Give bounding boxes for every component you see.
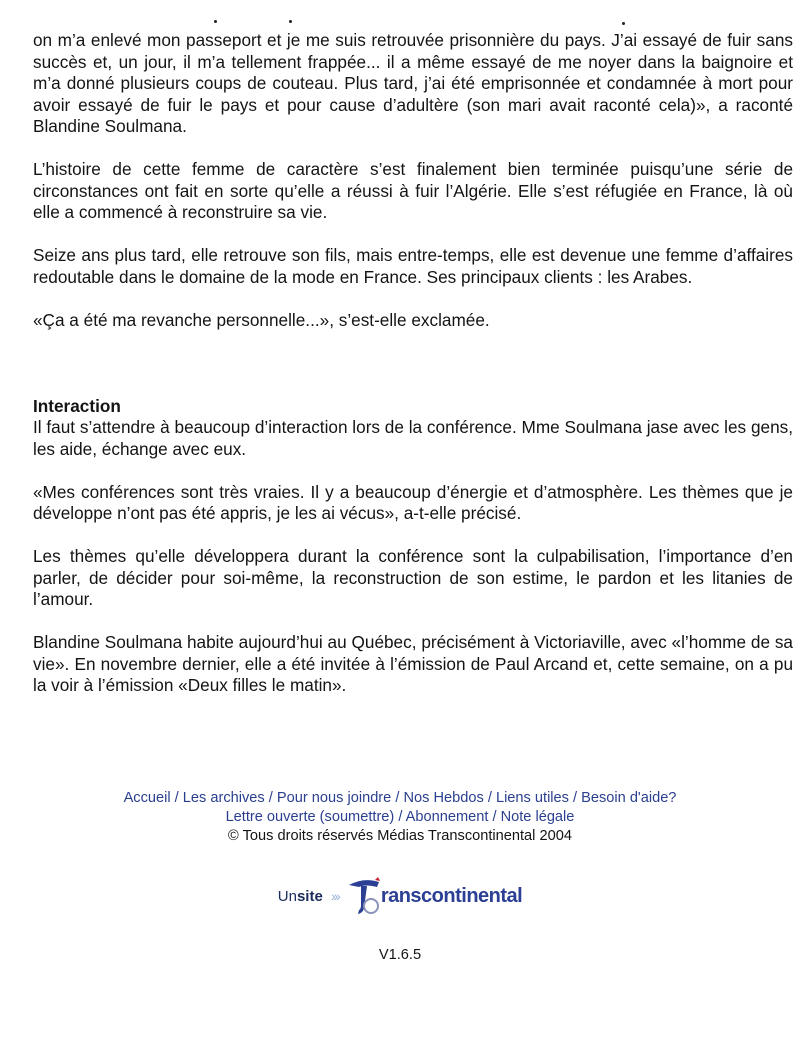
article-body — [33, 30, 793, 718]
copyright-notice: © Tous droits réservés Médias Transcontinental 2004 — [228, 828, 572, 844]
footer-link-accueil[interactable]: Accueil — [123, 790, 171, 806]
separator: / — [394, 809, 406, 825]
section-gap — [33, 353, 793, 396]
separator: / — [264, 790, 277, 806]
transcontinental-logo[interactable] — [270, 872, 530, 920]
separator: / — [170, 790, 183, 806]
version-label: V1.6.5 — [378, 947, 422, 963]
logo-prefix — [278, 887, 323, 906]
paragraph: L’histoire de cette femme de caractère s’est finalement bien terminée puisqu’une série de circonstances ont fait en sorte qu’elle a réussi à fuir l’Algérie. Elle s’est réfugiée en France, là où elle a commencé à reconstruire sa vie. — [33, 159, 793, 222]
footer-link-note-legale[interactable]: Note légale — [500, 809, 575, 825]
separator: / — [483, 790, 496, 806]
logo-prefix-site: site — [296, 887, 323, 905]
footer-link-aide[interactable]: Besoin d'aide? — [581, 790, 677, 806]
section-heading: Interaction — [33, 395, 121, 416]
scan-speck — [622, 22, 625, 25]
scan-speck — [214, 20, 217, 23]
footer-nav — [60, 789, 740, 827]
paragraph: Les thèmes qu’elle développera durant la conférence sont la culpabilisation, l’importance d’en parler, de décider pour soi-même, la reconstruction de son estime, le pardon et les litanies de l’amour. — [33, 546, 793, 609]
paragraph: «Mes conférences sont très vraies. Il y a beaucoup d’énergie et d’atmosphère. Les thèmes que je développe n’ont pas été appris, je les ai vécus», a-t-elle précisé. — [33, 481, 793, 523]
footer-link-contact[interactable]: Pour nous joindre — [276, 790, 392, 806]
logo-prefix-un: Un — [277, 887, 297, 905]
paragraph: Seize ans plus tard, elle retrouve son fils, mais entre-temps, elle est devenue une femme d’affaires redoutable dans le domaine de la mode en France. Ses principaux clients : les Arabes. — [33, 245, 793, 287]
logo-mark — [347, 876, 522, 916]
footer-link-archives[interactable]: Les archives — [182, 790, 265, 806]
chevrons-icon: ››› — [330, 887, 339, 904]
separator: / — [488, 809, 501, 825]
scan-speck — [289, 20, 292, 23]
paragraph: Il faut s’attendre à beaucoup d’interaction lors de la conférence. Mme Soulmana jase avec les gens, les aide, échange avec eux. — [33, 417, 793, 459]
footer-link-abonnement[interactable]: Abonnement — [405, 809, 489, 825]
paragraph: Blandine Soulmana habite aujourd’hui au Québec, précisément à Victoriaville, avec «l’homme de sa vie». En novembre dernier, elle a été invitée à l’émission de Paul Arcand et, cette semaine, on a pu la voir à l’émission «Deux filles le matin». — [33, 632, 793, 695]
footer-link-hebdos[interactable]: Nos Hebdos — [403, 790, 484, 806]
separator: / — [391, 790, 404, 806]
logo-brand-text: ranscontinental — [380, 884, 523, 907]
separator: / — [568, 790, 582, 806]
paragraph: on m’a enlevé mon passeport et je me suis retrouvée prisonnière du pays. J’ai essayé de fuir sans succès et, un jour, il m’a tellement frappée... il a même essayé de me noyer dans la baignoire et m’a donné plusieurs coups de couteau. Plus tard, j’ai été emprisonnée et condamnée à mort pour avoir essayé de fuir le pays et pour cause d’adultère (son mari avait raconté cela)», a raconté Blandine Soulmana. — [33, 30, 793, 136]
paragraph: «Ça a été ma revanche personnelle...», s’est-elle exclamée. — [33, 309, 490, 330]
site-footer — [0, 789, 800, 965]
t-swoosh-icon — [347, 876, 381, 916]
footer-link-lettre-ouverte[interactable]: Lettre ouverte (soumettre) — [225, 809, 395, 825]
footer-link-liens-utiles[interactable]: Liens utiles — [495, 790, 569, 806]
